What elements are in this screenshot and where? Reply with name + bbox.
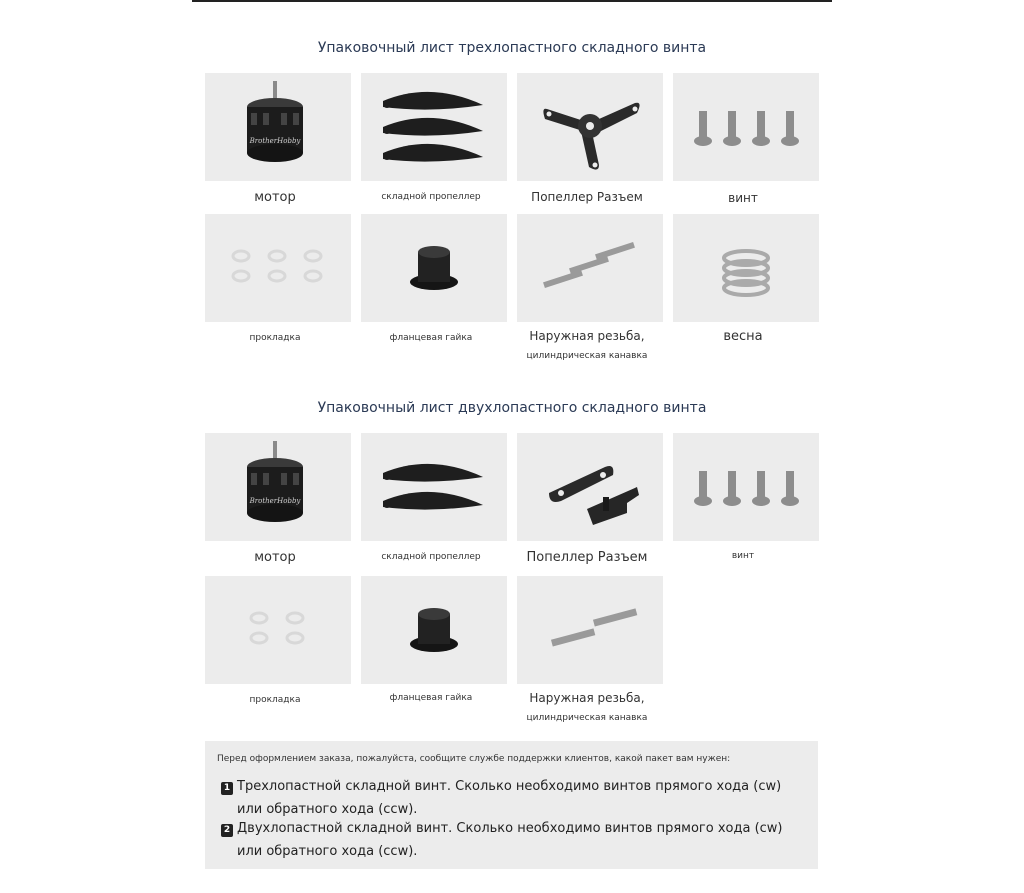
label-propeller-connector: Попеллер Разъем bbox=[531, 190, 643, 204]
motor-brand-text-2: BrotherHobby bbox=[249, 497, 301, 505]
label-motor: мотор bbox=[254, 190, 296, 205]
propeller-connector-image bbox=[517, 73, 663, 181]
label-washer: прокладка bbox=[249, 333, 301, 343]
folding-propeller-image bbox=[361, 73, 507, 181]
screws-image bbox=[673, 73, 819, 181]
top-divider bbox=[192, 0, 832, 2]
threaded-pin-image-2 bbox=[517, 576, 663, 684]
order-note-item-1-line1: Трехлопастной складной винт. Сколько необходимо винтов прямого хода (cw) bbox=[237, 779, 782, 794]
order-note-heading: Перед оформлением заказа, пожалуйста, сообщите службе поддержки клиентов, какой пакет вам нужен: bbox=[217, 754, 731, 764]
label-external-thread-2: Наружная резьба, bbox=[529, 691, 645, 705]
screws-image-2 bbox=[673, 433, 819, 541]
label-external-thread: Наружная резьба, bbox=[529, 329, 645, 343]
number-badge-2: 2 bbox=[221, 824, 233, 837]
section-title-three-blade: Упаковочный лист трехлопастного складного винта bbox=[317, 40, 707, 56]
label-folding-propeller: складной пропеллер bbox=[381, 192, 481, 202]
washer-image bbox=[205, 214, 351, 322]
label-flange-nut-2: фланцевая гайка bbox=[389, 693, 473, 703]
label-flange-nut: фланцевая гайка bbox=[389, 333, 473, 343]
label-cylindrical-groove-2: цилиндрическая канавка bbox=[526, 713, 648, 723]
section-title-two-blade: Упаковочный лист двухлопастного складного винта bbox=[317, 400, 707, 416]
order-note-item-2-line2: или обратного хода (ccw). bbox=[237, 844, 418, 859]
label-screw-2: винт bbox=[731, 551, 755, 561]
folding-propeller-image-2 bbox=[361, 433, 507, 541]
order-note-item-2-line1: Двухлопастной складной винт. Сколько необходимо винтов прямого хода (cw) bbox=[237, 821, 783, 836]
motor-brand-text: BrotherHobby bbox=[249, 137, 301, 145]
spring-image bbox=[673, 214, 819, 322]
label-spring: весна bbox=[723, 329, 763, 344]
label-screw: винт bbox=[728, 191, 758, 205]
order-note bbox=[205, 741, 818, 869]
motor-image bbox=[205, 73, 351, 181]
propeller-connector-image-2 bbox=[517, 433, 663, 541]
label-propeller-connector-2: Попеллер Разъем bbox=[526, 550, 648, 565]
label-washer-2: прокладка bbox=[249, 695, 301, 705]
label-cylindrical-groove: цилиндрическая канавка bbox=[526, 351, 648, 361]
washer-image-2 bbox=[205, 576, 351, 684]
label-motor-2: мотор bbox=[254, 550, 296, 565]
order-note-item-1-line2: или обратного хода (ccw). bbox=[237, 802, 418, 817]
label-folding-propeller-2: складной пропеллер bbox=[381, 552, 481, 562]
motor-image-2 bbox=[205, 433, 351, 541]
flange-nut-image bbox=[361, 214, 507, 322]
threaded-pin-image bbox=[517, 214, 663, 322]
number-badge-1: 1 bbox=[221, 782, 233, 795]
flange-nut-image-2 bbox=[361, 576, 507, 684]
